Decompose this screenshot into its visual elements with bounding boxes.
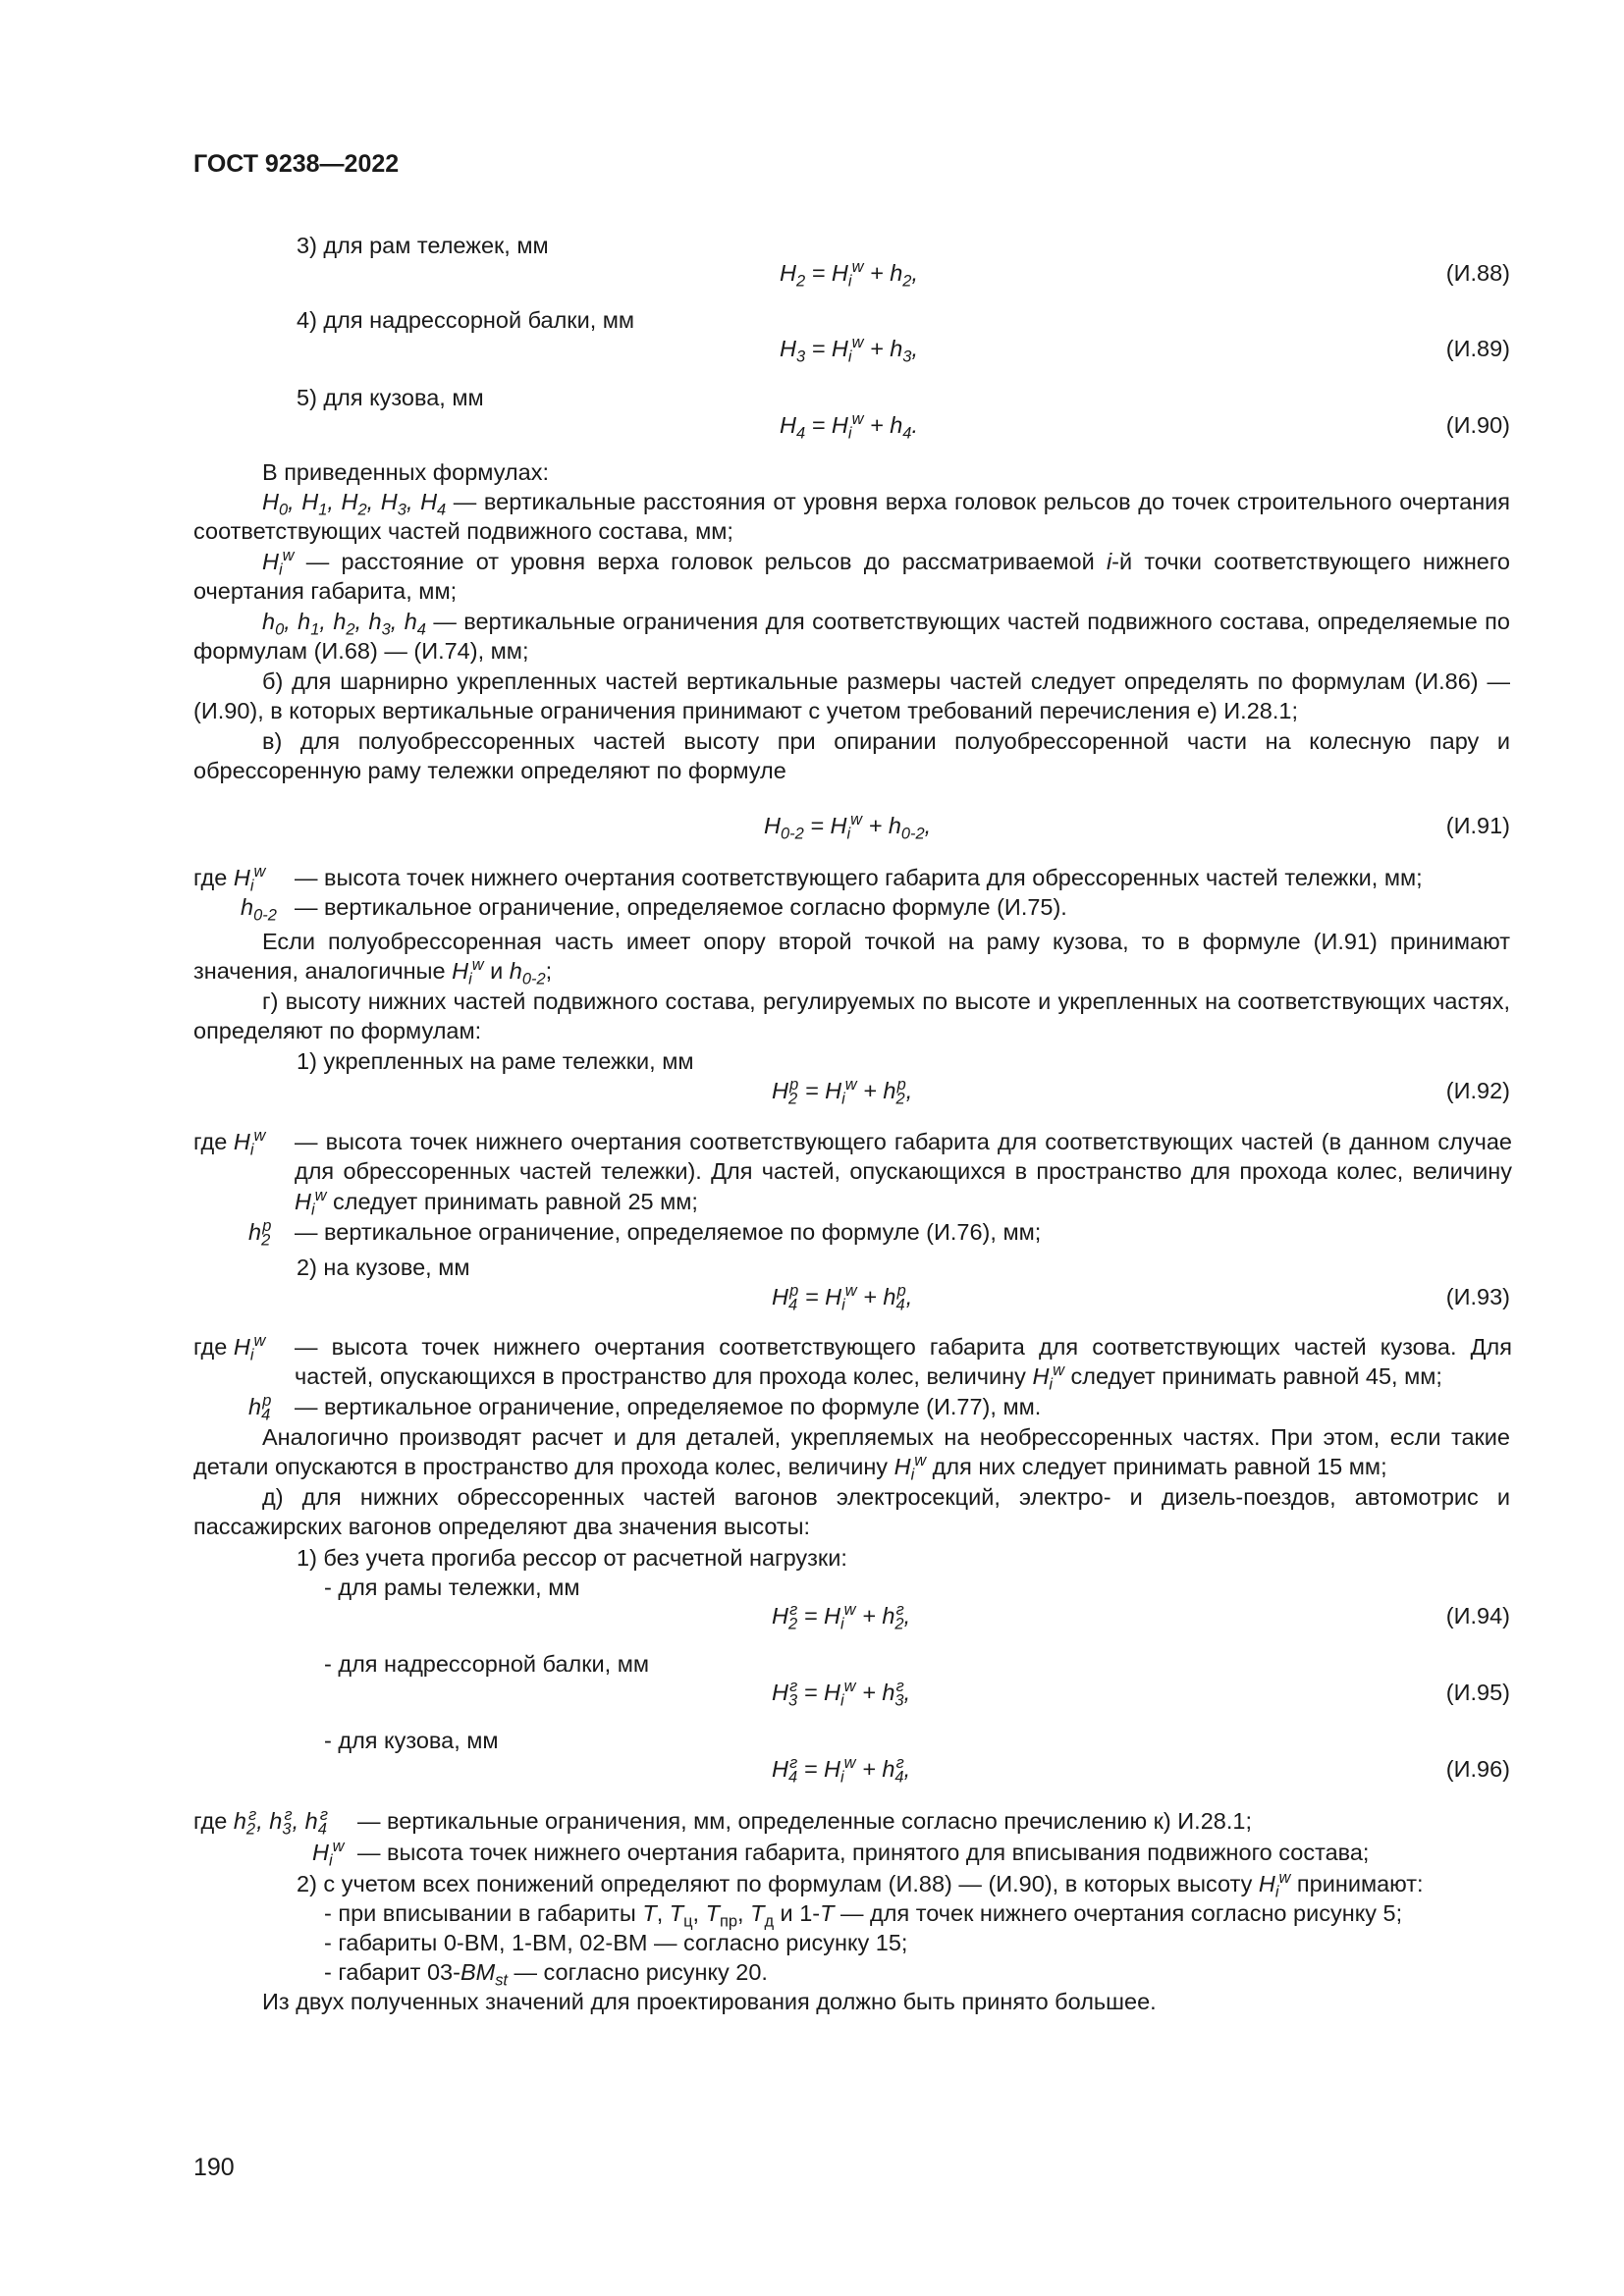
where-term: $h_4^p$: [248, 1392, 272, 1424]
list-item: - для рамы тележки, мм: [324, 1575, 580, 1600]
equation-number: (И.91): [1445, 813, 1510, 838]
list-item: - габарит $03-BM_{st}$ — согласно рисунку 20.: [324, 1959, 768, 1990]
page-number: 190: [193, 2154, 235, 2181]
formula: $H_3 = H_i^w + h_3$,: [780, 334, 918, 366]
where-definition: — высота точек нижнего очертания соответствующего габарита для соответствующих частей кузова. Для частей, опускающихся в пространство для прохода колес, величину $H_i^w$ следует принимать равной 45, мм;: [295, 1334, 1512, 1395]
where-term: где $h_2^г$, $h_3^г$, $h_4^г$: [193, 1806, 328, 1839]
formula: $H_4^г = H_i^w + h_4^г$,: [772, 1754, 911, 1787]
formula: $H_2^г = H_i^w + h_2^г$,: [772, 1601, 911, 1633]
paragraph: д) для нижних обрессоренных частей вагонов электросекций, электро- и дизель-поездов, автомотрис и пассажирских вагонов определяют два значения высоты:: [193, 1484, 1510, 1540]
where-definition: — вертикальные ограничения, мм, определенные согласно пречислению к) И.28.1;: [357, 1808, 1252, 1834]
list-item: 2) с учетом всех понижений определяют по формулам (И.88) — (И.90), в которых высоту $H_i^w$ принимают:: [297, 1869, 1424, 1901]
document-header: ГОСТ 9238—2022: [193, 150, 400, 178]
equation-number: (И.94): [1445, 1603, 1510, 1629]
equation-number: (И.90): [1445, 412, 1510, 438]
equation-number: (И.89): [1445, 336, 1510, 361]
list-item: 5) для кузова, мм: [297, 385, 484, 410]
list-item: - для надрессорной балки, мм: [324, 1651, 650, 1677]
paragraph: в) для полуобрессоренных частей высоту при опирании полуобрессоренной части на колесную пару и обрессоренную раму тележки определяют по формуле: [193, 728, 1510, 784]
where-term: где $H_i^w$: [193, 1332, 266, 1364]
where-definition: — высота точек нижнего очертания соответствующего габарита для соответствующих частей (в данном случае для обрессоренных частей тележки). Для частей, опускающихся в пространство для прохода колес, величину $H_i^w$ следует принимать равной 25 мм;: [295, 1129, 1512, 1219]
list-item: - для кузова, мм: [324, 1728, 499, 1753]
list-item: 3) для рам тележек, мм: [297, 233, 549, 258]
where-definition: — вертикальное ограничение, определяемое согласно формуле (И.75).: [295, 894, 1067, 920]
where-term: где $H_i^w$: [193, 1127, 266, 1159]
where-definition: — вертикальное ограничение, определяемое по формуле (И.76), мм;: [295, 1219, 1042, 1245]
list-item: 4) для надрессорной балки, мм: [297, 307, 635, 333]
equation-number: (И.96): [1445, 1756, 1510, 1782]
equation-number: (И.95): [1445, 1680, 1510, 1705]
list-item: 2) на кузове, мм: [297, 1255, 470, 1280]
equation-number: (И.93): [1445, 1284, 1510, 1309]
paragraph: Аналогично производят расчет и для деталей, укрепляемых на необрессоренных частях. При этом, если такие детали опускаются в пространство для прохода колес, величину $H_i^w$ для них следует принимать равной 15 мм;: [193, 1424, 1510, 1485]
formula: $H_2 = H_i^w + h_2$,: [780, 258, 918, 291]
list-item: 1) укрепленных на раме тележки, мм: [297, 1048, 694, 1074]
formula: $H_3^г = H_i^w + h_3^г$,: [772, 1678, 911, 1710]
paragraph: В приведенных формулах:: [262, 459, 549, 485]
where-term: $h_{0-2}$: [241, 894, 277, 925]
list-item: - габариты 0-ВМ, 1-ВМ, 02-ВМ — согласно рисунку 15;: [324, 1930, 908, 1955]
paragraph: $H_0$, $H_1$, $H_2$, $H_3$, $H_4$ — вертикальные расстояния от уровня верха головок рельсов до точек строительного очертания соответствующих частей подвижного состава, мм;: [193, 489, 1511, 545]
where-term: $H_i^w$: [312, 1838, 345, 1870]
equation-number: (И.92): [1445, 1078, 1510, 1103]
list-item: - при вписывании в габариты T, $T_ц$, $T_{пр}$, $T_д$ и 1-T — для точек нижнего очертания согласно рисунку 5;: [324, 1900, 1403, 1931]
where-term: где $H_i^w$: [193, 863, 266, 895]
where-definition: — высота точек нижнего очертания соответствующего габарита для обрессоренных частей тележки, мм;: [295, 865, 1423, 890]
paragraph: $H_i^w$ — расстояние от уровня верха головок рельсов до рассматриваемой i-й точки соответствующего нижнего очертания габарита, мм;: [193, 547, 1510, 605]
paragraph: б) для шарнирно укрепленных частей вертикальные размеры частей следует определять по формулам (И.86) — (И.90), в которых вертикальные ограничения принимают с учетом требований перечисления е) И.28.1;: [193, 668, 1510, 724]
where-definition: — вертикальное ограничение, определяемое по формуле (И.77), мм.: [295, 1394, 1042, 1419]
where-term: $h_2^p$: [248, 1217, 272, 1250]
where-definition: — высота точек нижнего очертания габарита, принятого для вписывания подвижного состава;: [357, 1840, 1370, 1865]
paragraph: г) высоту нижних частей подвижного состава, регулируемых по высоте и укрепленных на соответствующих частях, определяют по формулам:: [193, 988, 1510, 1044]
formula: $H_{0-2} = H_i^w + h_{0-2}$,: [764, 811, 932, 843]
paragraph: $h_0$, $h_1$, $h_2$, $h_3$, $h_4$ — вертикальные ограничения для соответствующих частей подвижного состава, определяемые по формулам (И.68) — (И.74), мм;: [193, 609, 1510, 665]
paragraph: Из двух полученных значений для проектирования должно быть принято большее.: [262, 1989, 1157, 2014]
paragraph: Если полуобрессоренная часть имеет опору второй точкой на раму кузова, то в формуле (И.91) принимают значения, аналогичные $H_i^w$ и $h_{0-2}$;: [193, 929, 1510, 989]
formula: $H_4 = H_i^w + h_4$.: [780, 410, 918, 443]
formula: $H_2^p = H_i^w + h_2^p$,: [772, 1076, 913, 1108]
equation-number: (И.88): [1445, 260, 1510, 286]
formula: $H_4^p = H_i^w + h_4^p$,: [772, 1282, 913, 1314]
list-item: 1) без учета прогиба рессор от расчетной нагрузки:: [297, 1545, 847, 1571]
